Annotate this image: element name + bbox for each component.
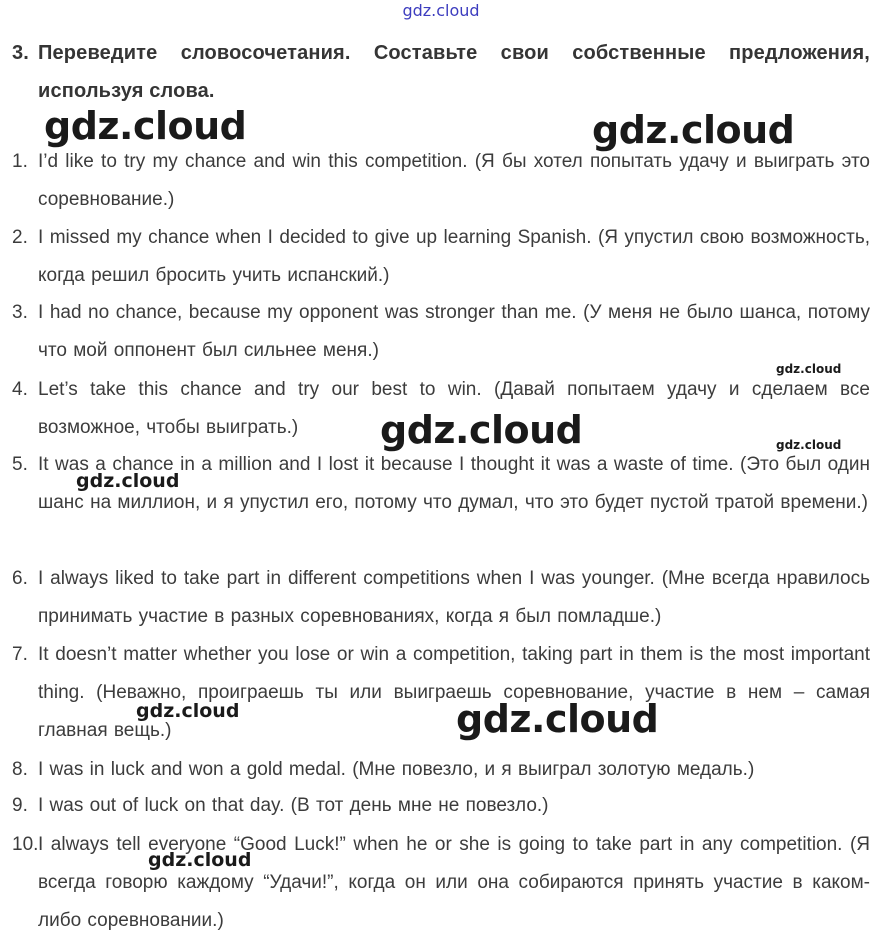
task-text: Переведите словосочетания. Составьте свои собственные предложения, используя слова. bbox=[38, 42, 870, 102]
watermark: gdz.cloud bbox=[136, 700, 240, 722]
item-text: I had no chance, because my opponent was stronger than me. (У меня не было шанса, потому что мой оппонент был сильнее меня.) bbox=[38, 302, 870, 361]
item-number: 5. bbox=[12, 454, 28, 475]
watermark: gdz.cloud bbox=[76, 470, 180, 492]
list-item bbox=[12, 787, 870, 825]
list-item bbox=[12, 143, 870, 219]
watermark: gdz.cloud bbox=[44, 104, 247, 148]
top-watermark: gdz.cloud bbox=[402, 1, 480, 20]
item-number: 2. bbox=[12, 227, 28, 248]
item-number: 10. bbox=[12, 834, 39, 855]
item-number: 9. bbox=[12, 795, 28, 816]
watermark: gdz.cloud bbox=[380, 408, 583, 452]
list-item bbox=[12, 826, 870, 940]
list-item bbox=[12, 219, 870, 295]
item-text: I was out of luck on that day. (В тот день мне не повезло.) bbox=[38, 795, 549, 816]
watermark: gdz.cloud bbox=[456, 697, 659, 741]
item-text: I was in luck and won a gold medal. (Мне повезло, и я выиграл золотую медаль.) bbox=[38, 759, 755, 780]
watermark: gdz.cloud bbox=[776, 362, 842, 376]
item-number: 4. bbox=[12, 379, 28, 400]
watermark: gdz.cloud bbox=[592, 108, 795, 152]
item-text: Let’s take this chance and try our best to win. (Давай попытаем удачу и сделаем все возможное, чтобы выиграть.) bbox=[38, 379, 870, 438]
item-number: 3. bbox=[12, 302, 28, 323]
item-text: I always liked to take part in different competitions when I was younger. (Мне всегда нравилось принимать участие в разных соревнованиях, когда я был помладше.) bbox=[38, 568, 870, 627]
item-text: I always tell everyone “Good Luck!” when he or she is going to take part in any competition. (Я всегда говорю каждому “Удачи!”, когда он или она собираются принять участие в каком-либо соревновании.) bbox=[38, 834, 870, 931]
task-heading bbox=[12, 34, 870, 110]
list-item bbox=[12, 751, 870, 789]
item-text: It doesn’t matter whether you lose or win a competition, taking part in them is the most important thing. (Неважно, проиграешь ты или выиграешь соревнование, участие в нем – самая главная вещь.) bbox=[38, 644, 870, 741]
list-item bbox=[12, 636, 870, 750]
item-number: 6. bbox=[12, 568, 28, 589]
list-item bbox=[12, 294, 870, 370]
item-text: I’d like to try my chance and win this competition. (Я бы хотел попытать удачу и выиграть это соревнование.) bbox=[38, 151, 870, 210]
item-number: 7. bbox=[12, 644, 28, 665]
item-number: 1. bbox=[12, 151, 28, 172]
list-item bbox=[12, 560, 870, 636]
item-number: 8. bbox=[12, 759, 28, 780]
item-text: It was a chance in a million and I lost it because I thought it was a waste of time. (Это был один шанс на миллион, и я упустил его, потому что думал, что это будет пустой тратой времени.) bbox=[38, 454, 870, 513]
watermark: gdz.cloud bbox=[776, 438, 842, 452]
item-text: I missed my chance when I decided to give up learning Spanish. (Я упустил свою возможность, когда решил бросить учить испанский.) bbox=[38, 227, 870, 286]
task-number: 3. bbox=[12, 42, 29, 64]
watermark: gdz.cloud bbox=[148, 849, 252, 871]
